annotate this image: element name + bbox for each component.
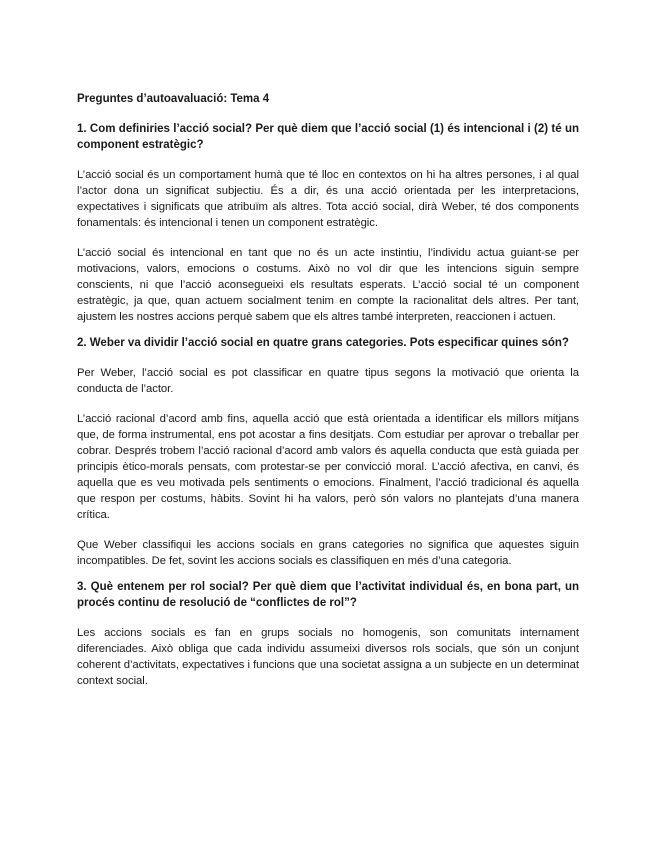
question-1: 1. Com definiries l’acció social? Per què diem que l’acció social (1) és intencional i (2) té un component estratègic? [77, 123, 579, 151]
answer-2-paragraph-2: L’acció racional d’acord amb fins, aquella acció que està orientada a identificar els millors mitjans que, de forma instrumental, ens pot acostar a fins desitjats. Com estudiar per aprovar o treballar per cobrar. Després trobem l’acció racional d’acord amb valors és aquella conducta que està guiada per principis ètico-morals pensats, com protestar-se per convicció moral. L’acció afectiva, en canvi, és aquella que es veu motivada pels sentiments o emocions. Finalment, l’acció tradicional és aquella que respon per costums, hàbits. Sovint hi ha valors, però són valors no plantejats d’una manera crítica. [77, 413, 579, 521]
answer-1-paragraph-1: L’acció social és un comportament humà que té lloc en contextos on hi ha altres persones, i al qual l’actor dona un significat subjectiu. És a dir, és una acció orientada per les interpretacions, expectatives i significats que atribuïm als altres. Tota acció social, dirà Weber, té dos components fonamentals: és intencional i tenen un component estratègic. [77, 169, 579, 229]
page-title: Preguntes d’autoavaluació: Tema 4 [77, 93, 270, 105]
answer-1-paragraph-2: L’acció social és intencional en tant que no és un acte instintiu, l’individu actua guiant-se per motivacions, valors, emocions o costums. Això no vol dir que les intencions siguin sempre conscients, ni que l’acció aconsegueixi els resultats esperats. L’acció social té un component estratègic, ja que, quan actuem socialment tenim en compte la racionalitat dels altres. Per tant, ajustem les nostres accions perquè sabem que els altres també interpreten, reaccionen i actuen. [77, 247, 579, 323]
answer-3-paragraph-1: Les accions socials es fan en grups socials no homogenis, son comunitats internament diferenciades. Això obliga que cada individu assumeixi diversos rols socials, que són un conjunt coherent d’activitats, expectatives i funcions que una societat assigna a un subjecte en un determinat context social. [77, 627, 579, 687]
question-2: 2. Weber va dividir l’acció social en quatre grans categories. Pots especificar quines són? [77, 337, 569, 349]
document-body [77, 92, 579, 703]
answer-2-paragraph-1: Per Weber, l’acció social es pot classificar en quatre tipus segons la motivació que orienta la conducta de l’actor. [77, 367, 579, 395]
answer-2-paragraph-3: Que Weber classifiqui les accions socials en grans categories no significa que aquestes siguin incompatibles. De fet, sovint les accions socials es classifiquen en més d’una categoria. [77, 539, 579, 567]
question-3: 3. Què entenem per rol social? Per què diem que l’activitat individual és, en bona part, un procés continu de resolució de “conflictes de rol”? [77, 581, 579, 609]
